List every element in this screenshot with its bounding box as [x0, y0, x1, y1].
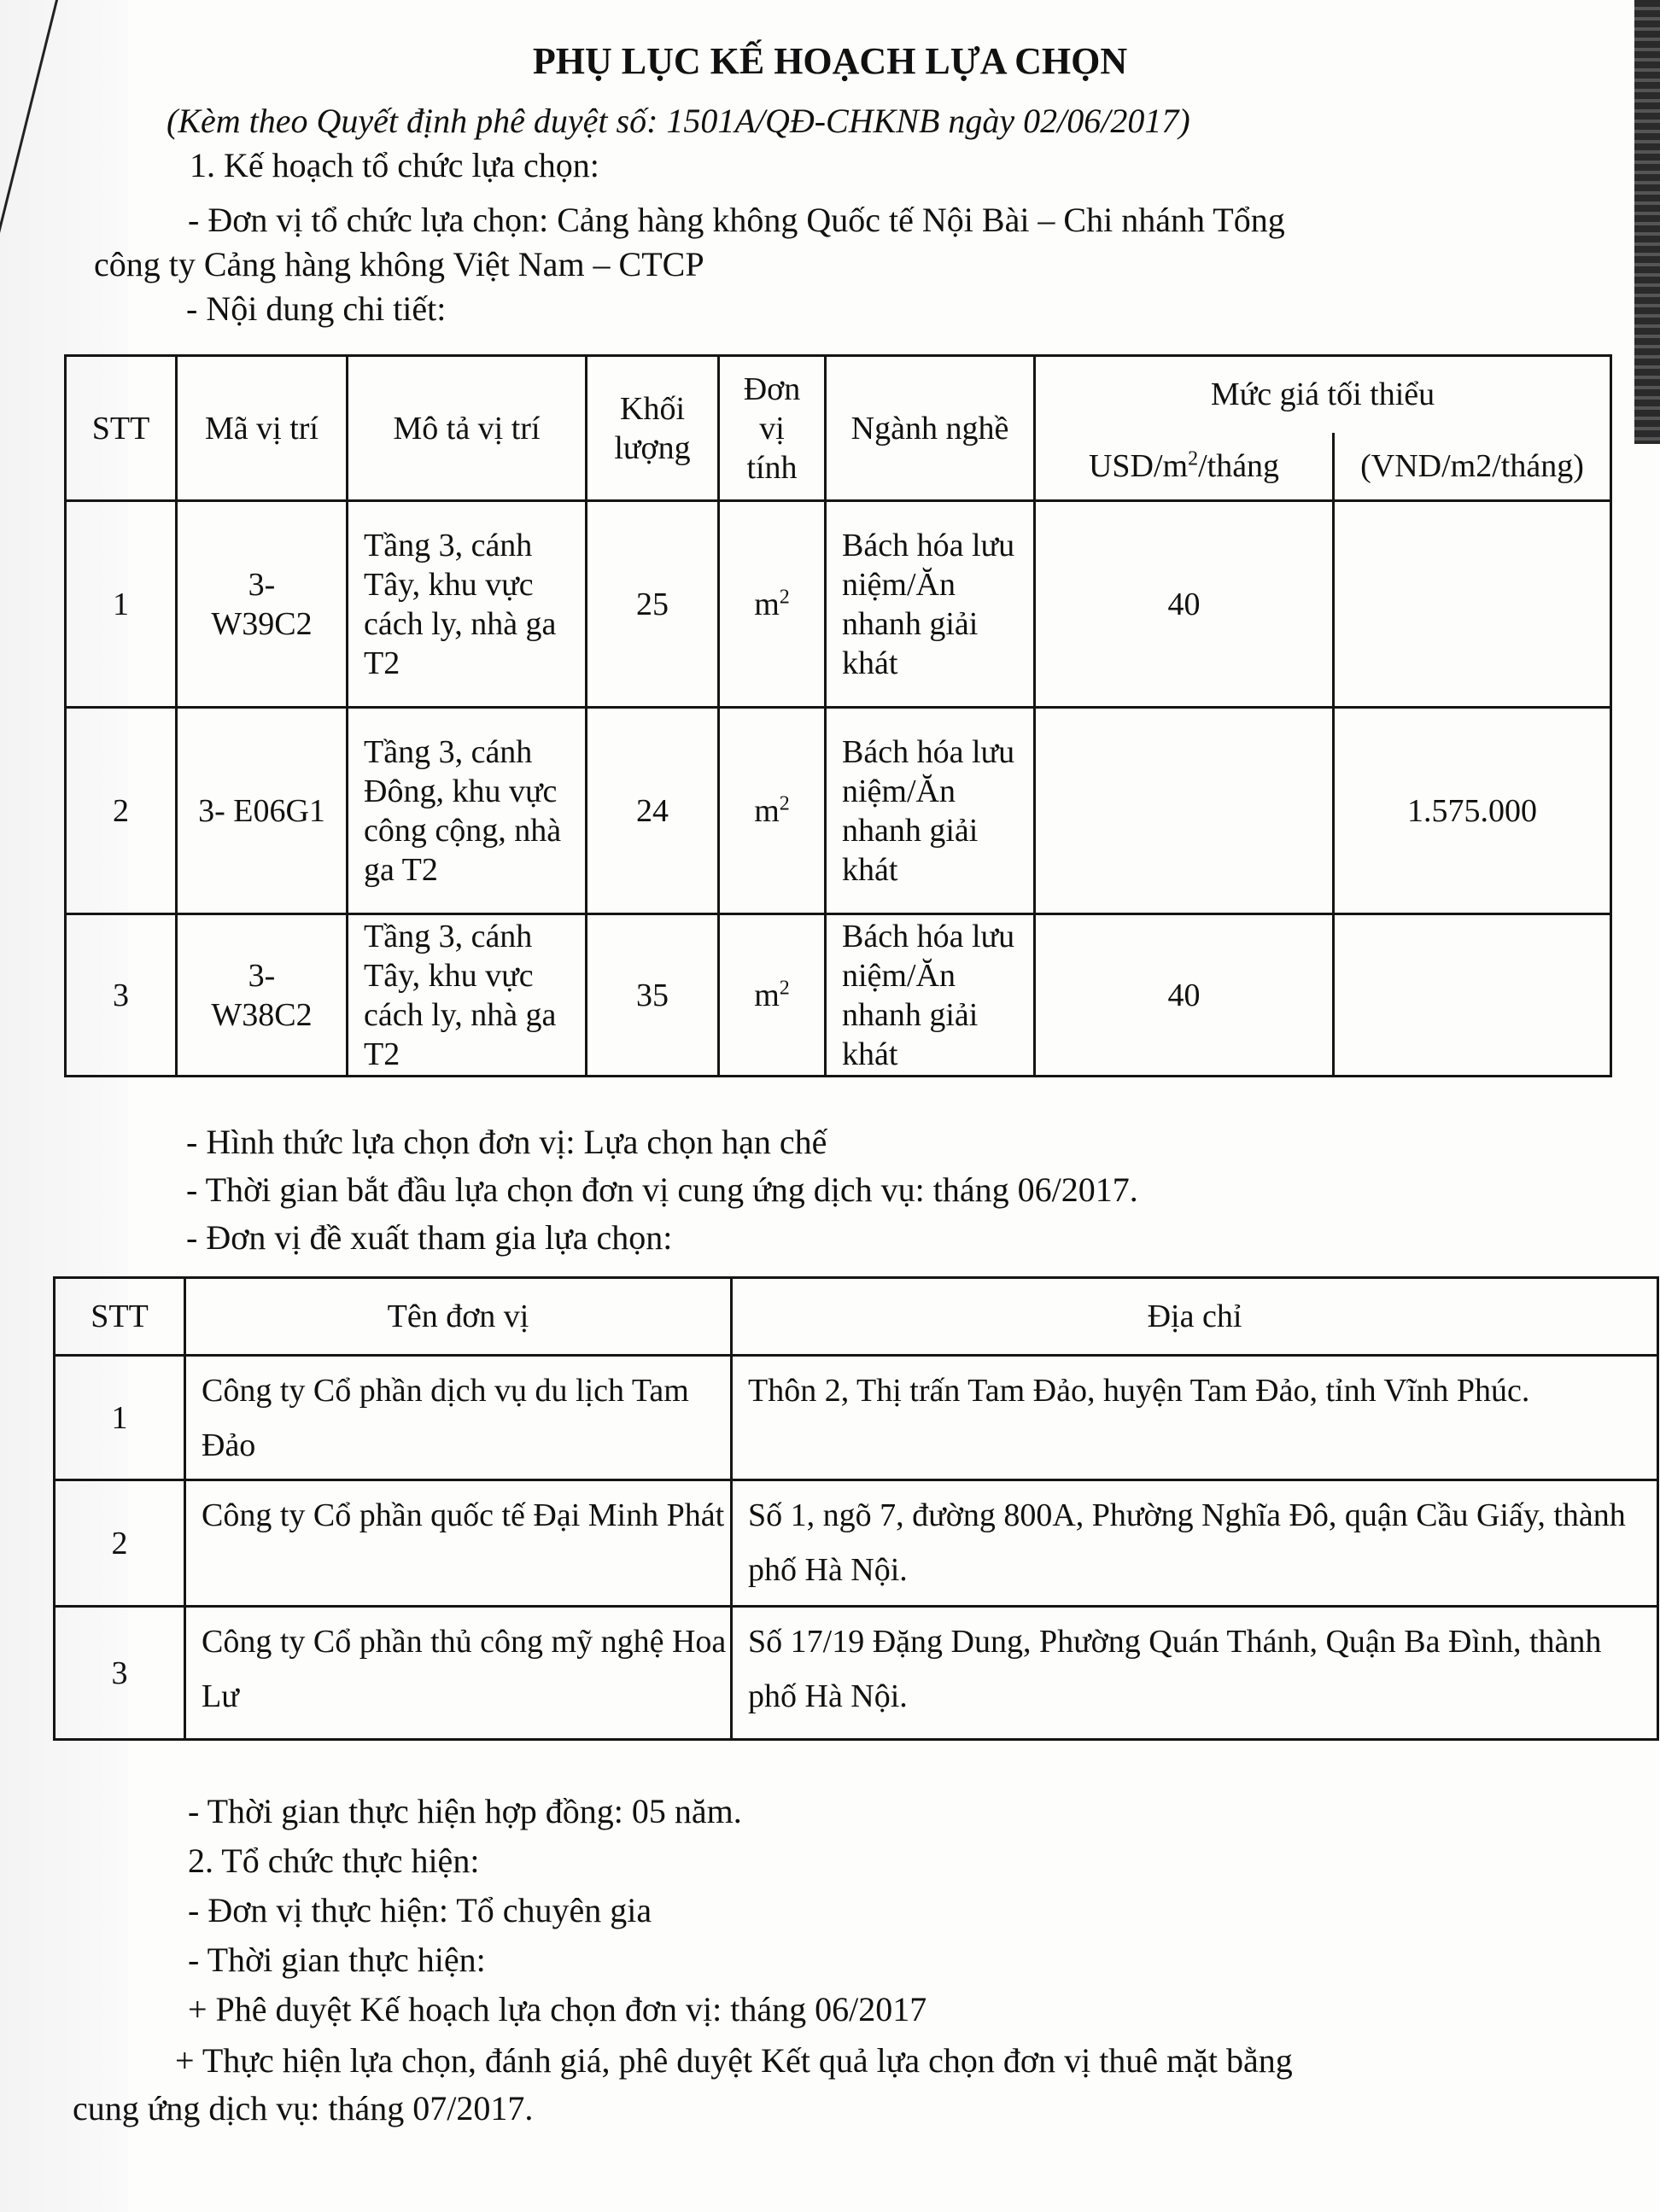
table-row	[55, 1480, 1658, 1607]
cell-stt: 1	[66, 501, 177, 708]
cell-stt: 2	[66, 708, 177, 914]
table-row	[55, 1607, 1658, 1740]
cell-code: 3- W39C2	[177, 501, 348, 708]
cell-code: 3- W38C2	[177, 914, 348, 1077]
organizer-line-1: - Đơn vị tổ chức lựa chọn: Cảng hàng không Quốc tế Nội Bài – Chi nhánh Tổng	[188, 201, 1285, 239]
header-volume: Khối lượng	[587, 356, 719, 501]
header-name: Tên đơn vị	[185, 1278, 732, 1356]
cell-code: 3- E06G1	[177, 708, 348, 914]
document-subtitle: (Kèm theo Quyết định phê duyệt số: 1501A/QĐ-CHKNB ngày 02/06/2017)	[167, 102, 1190, 140]
cell-address: Số 1, ngõ 7, đường 800A, Phường Nghĩa Đô, quận Cầu Giấy, thành phố Hà Nội.	[732, 1480, 1658, 1607]
approve-plan-line: + Phê duyệt Kế hoạch lựa chọn đơn vị: tháng 06/2017	[188, 1990, 927, 2028]
cell-business: Bách hóa lưu niệm/Ăn nhanh giải khát	[826, 708, 1035, 914]
header-stt: STT	[55, 1278, 185, 1356]
cell-vnd	[1334, 914, 1611, 1077]
section1-heading: 1. Kế hoạch tổ chức lựa chọn:	[190, 146, 599, 184]
unit-sup: 2	[779, 976, 790, 999]
cell-usd	[1035, 708, 1334, 914]
execute-line-2: cung ứng dịch vụ: tháng 07/2017.	[73, 2089, 534, 2127]
header-min-price: Mức giá tối thiểu	[1035, 356, 1611, 433]
contract-time-line: - Thời gian thực hiện hợp đồng: 05 năm.	[188, 1792, 742, 1830]
cell-address: Số 17/19 Đặng Dung, Phường Quán Thánh, Quận Ba Đình, thành phố Hà Nội.	[732, 1607, 1658, 1740]
header-description: Mô tả vị trí	[348, 356, 587, 501]
proposed-units-line: - Đơn vị đề xuất tham gia lựa chọn:	[186, 1218, 673, 1257]
organizer-line-2: công ty Cảng hàng không Việt Nam – CTCP	[94, 245, 704, 283]
units-table	[53, 1276, 1659, 1741]
cell-name: Công ty Cổ phần thủ công mỹ nghệ Hoa Lư	[185, 1607, 732, 1740]
table-row	[66, 708, 1611, 914]
header-vnd: (VND/m2/tháng)	[1334, 433, 1611, 501]
cell-unit	[719, 914, 826, 1077]
execution-time-line: - Thời gian thực hiện:	[188, 1941, 486, 1979]
cell-stt: 2	[55, 1480, 185, 1607]
cell-description: Tầng 3, cánh Đông, khu vực công cộng, nhà ga T2	[348, 708, 587, 914]
cell-name: Công ty Cổ phần quốc tế Đại Minh Phát	[185, 1480, 732, 1607]
document-title: PHỤ LỤC KẾ HOẠCH LỰA CHỌN	[532, 40, 1128, 82]
cell-unit	[719, 708, 826, 914]
cell-volume: 25	[587, 501, 719, 708]
cell-business: Bách hóa lưu niệm/Ăn nhanh giải khát	[826, 501, 1035, 708]
execute-line-1: + Thực hiện lựa chọn, đánh giá, phê duyệt Kết quả lựa chọn đơn vị thuê mặt bằng	[175, 2041, 1293, 2080]
start-time-line: - Thời gian bắt đầu lựa chọn đơn vị cung ứng dịch vụ: tháng 06/2017.	[186, 1170, 1138, 1209]
unit-base: m	[754, 977, 780, 1013]
selection-form-line: - Hình thức lựa chọn đơn vị: Lựa chọn hạn chế	[186, 1123, 827, 1161]
cell-name: Công ty Cổ phần dịch vụ du lịch Tam Đảo	[185, 1356, 732, 1480]
cell-unit	[719, 501, 826, 708]
header-usd-base: USD/m	[1088, 447, 1189, 484]
cell-stt: 1	[55, 1356, 185, 1480]
header-code: Mã vị trí	[177, 356, 348, 501]
cell-volume: 35	[587, 914, 719, 1077]
cell-description: Tầng 3, cánh Tây, khu vực cách ly, nhà ga T2	[348, 501, 587, 708]
cell-vnd	[1334, 501, 1611, 708]
locations-table	[64, 354, 1612, 1077]
cell-vnd: 1.575.000	[1334, 708, 1611, 914]
cell-description: Tầng 3, cánh Tây, khu vực cách ly, nhà ga T2	[348, 914, 587, 1077]
cell-stt: 3	[66, 914, 177, 1077]
unit-base: m	[754, 586, 780, 622]
unit-sup: 2	[779, 585, 790, 608]
cell-usd: 40	[1035, 914, 1334, 1077]
cell-usd: 40	[1035, 501, 1334, 708]
table-row	[66, 501, 1611, 708]
header-business: Ngành nghề	[826, 356, 1035, 501]
cell-stt: 3	[55, 1607, 185, 1740]
section2-heading: 2. Tổ chức thực hiện:	[188, 1841, 480, 1880]
header-stt: STT	[66, 356, 177, 501]
cell-business: Bách hóa lưu niệm/Ăn nhanh giải khát	[826, 914, 1035, 1077]
unit-sup: 2	[779, 791, 790, 814]
cell-address: Thôn 2, Thị trấn Tam Đảo, huyện Tam Đảo, tỉnh Vĩnh Phúc.	[732, 1356, 1658, 1480]
unit-base: m	[754, 792, 780, 829]
table-row	[55, 1356, 1658, 1480]
header-usd-sup: 2	[1188, 447, 1199, 470]
header-address: Địa chỉ	[732, 1278, 1658, 1356]
header-usd-tail: /tháng	[1198, 447, 1280, 484]
cell-volume: 24	[587, 708, 719, 914]
table-row	[66, 914, 1611, 1077]
header-unit: Đơn vị tính	[719, 356, 826, 501]
header-usd	[1035, 433, 1334, 501]
paper-edge-shadow	[0, 0, 128, 2212]
executing-unit-line: - Đơn vị thực hiện: Tổ chuyên gia	[188, 1891, 652, 1929]
details-label: - Nội dung chi tiết:	[186, 289, 447, 328]
